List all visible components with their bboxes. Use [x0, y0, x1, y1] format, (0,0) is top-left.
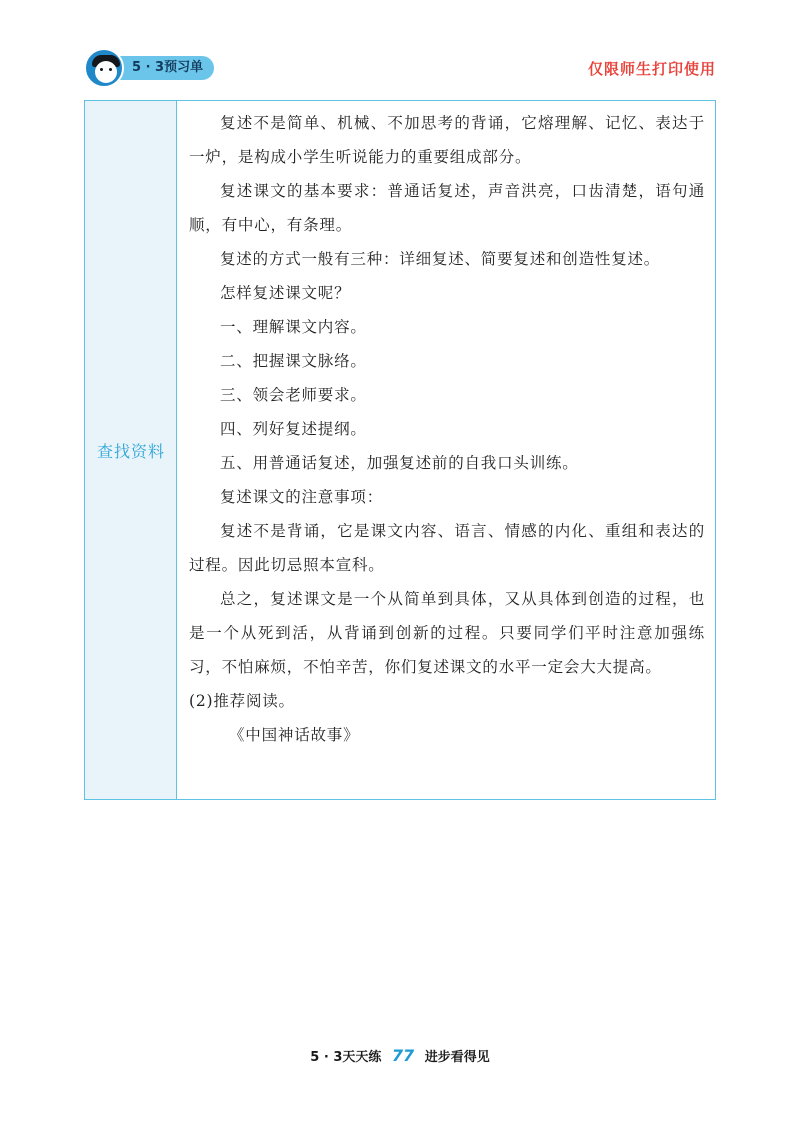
paragraph: 复述课文的注意事项： [220, 488, 384, 506]
label-column [85, 101, 177, 799]
paragraph: 复述不是简单、机械、不加思考的背诵，它熔理解、记忆、表达于一炉，是构成小学生听说能力的重要组成部分。 [189, 114, 705, 166]
avatar-icon [84, 48, 124, 88]
paragraph: 怎样复述课文呢？ [220, 284, 351, 302]
footer-left-text: 5 · 3天天练 [310, 1050, 382, 1065]
paragraph: 复述的方式一般有三种：详细复述、简要复述和创造性复述。 [220, 250, 661, 268]
page-number: 77 [391, 1046, 415, 1065]
list-item: 五、用普通话复述，加强复述前的自我口头训练。 [220, 454, 579, 472]
paragraph: 总之，复述课文是一个从简单到具体，又从具体到创造的过程，也是一个从死到活，从背诵到创新的过程。只要同学们平时注意加强练习，不怕麻烦，不怕辛苦，你们复述课文的水平一定会大大提高。 [189, 590, 705, 676]
list-item: 四、列好复述提纲。 [220, 420, 367, 438]
reading-heading: (2)推荐阅读。 [189, 692, 295, 710]
list-item: 一、理解课文内容。 [220, 318, 367, 336]
section-label: 查找资料 [96, 442, 165, 461]
print-restriction-notice: 仅限师生打印使用 [587, 60, 716, 78]
content-table [84, 100, 716, 800]
book-title: 《中国神话故事》 [229, 726, 360, 744]
header-badge: 5 · 3预习单 [104, 56, 214, 80]
paragraph: 复述不是背诵，它是课文内容、语言、情感的内化、重组和表达的过程。因此切忌照本宣科。 [189, 522, 705, 574]
footer-right-text: 进步看得见 [424, 1050, 490, 1065]
page-footer [0, 1046, 800, 1065]
content-cell [177, 101, 715, 799]
list-item: 二、把握课文脉络。 [220, 352, 367, 370]
list-item: 三、领会老师要求。 [220, 386, 367, 404]
page-header [84, 48, 716, 88]
paragraph: 复述课文的基本要求：普通话复述，声音洪亮，口齿清楚，语句通顺，有中心，有条理。 [189, 182, 705, 234]
